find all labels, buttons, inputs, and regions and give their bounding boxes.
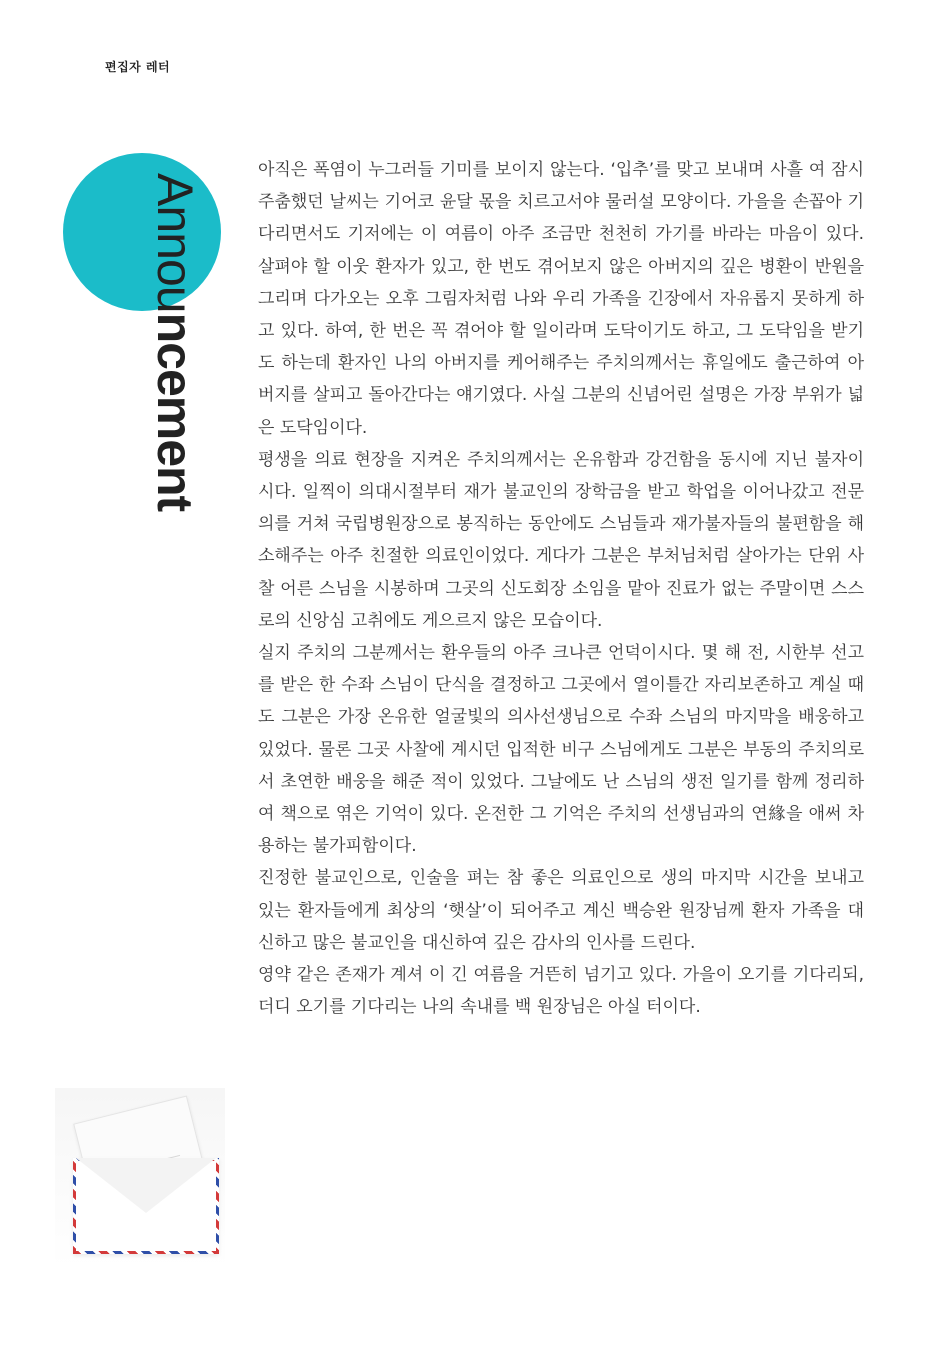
paragraph-5: 영약 같은 존재가 계셔 이 긴 여름을 거뜬히 넘기고 있다. 가을이 오기를 기다리되, 더디 오기를 기다리는 나의 속내를 백 원장님은 아실 터이다. xyxy=(258,965,864,1018)
envelope-flap xyxy=(76,1158,216,1213)
section-label: 편집자 레터 xyxy=(105,60,171,74)
envelope-illustration xyxy=(55,1088,225,1268)
paragraph-2: 평생을 의료 현장을 지켜온 주치의께서는 온유함과 강건함을 동시에 지닌 불자이시다. 일찍이 의대시절부터 재가 불교인의 장학금을 받고 학업을 이어나갔고 전문의를 거쳐 국립병원장으로 봉직하는 동안에도 스님들과 재가불자들의 불편함을 해소해주는 아주 친절한 의료인이었다. 게다가 그분은 부처님처럼 살아가는 단위 사찰 어른 스님을 시봉하며 그곳의 신도회장 소임을 맡아 진료가 없는 주말이면 스스로의 신앙심 고취에도 게으르지 않은 모습이다. xyxy=(258,449,864,631)
paragraph-4: 진정한 불교인으로, 인술을 펴는 참 좋은 의료인으로 생의 마지막 시간을 보내고 있는 환자들에게 최상의 ‘햇살’이 되어주고 계신 백승완 원장님께 환자 가족을 대신하고 많은 불교인을 대신하여 깊은 감사의 인사를 드린다. xyxy=(258,868,864,953)
title-part-light: Annou xyxy=(147,173,203,313)
letter-body xyxy=(258,154,864,1023)
airmail-envelope xyxy=(73,1158,219,1254)
page-title xyxy=(145,173,205,553)
paragraph-1: 아직은 폭염이 누그러들 기미를 보이지 않는다. ‘입추’를 맞고 보내며 사흘 여 잠시 주춤했던 날씨는 기어코 윤달 몫을 치르고서야 물러설 모양이다. 가을을 손꼽아 기다리면서도 기저에는 이 여름이 아주 조금만 천천히 가기를 바라는 마음이 있다. 살펴야 할 이웃 환자가 있고, 한 번도 겪어보지 않은 아버지의 깊은 병환이 반원을 그리며 다가오는 오후 그림자처럼 나와 우리 가족을 긴장에서 자유롭지 못하게 하고 있다. 하여, 한 번은 꼭 겪어야 할 일이라며 도닥이기도 하고, 그 도닥임을 받기도 하는데 환자인 나의 아버지를 케어해주는 주치의께서는 휴일에도 출근하여 아버지를 살피고 돌아간다는 얘기였다. 사실 그분의 신념어린 설명은 가장 부위가 넓은 도닥임이다. xyxy=(258,160,864,438)
paragraph-3: 실지 주치의 그분께서는 환우들의 아주 크나큰 언덕이시다. 몇 해 전, 시한부 선고를 받은 한 수좌 스님이 단식을 결정하고 그곳에서 열이틀간 자리보존하고 계실 때도 그분은 가장 온유한 얼굴빛의 의사선생님으로 수좌 스님의 마지막을 배웅하고 있었다. 물론 그곳 사찰에 계시던 입적한 비구 스님에게도 그분은 부동의 주치의로서 초연한 배웅을 해준 적이 있었다. 그날에도 난 스님의 생전 일기를 함께 정리하여 책으로 엮은 기억이 있다. 온전한 그 기억은 주치의 선생님과의 연緣을 애써 차용하는 불가피함이다. xyxy=(258,643,864,857)
title-part-bold: ncement xyxy=(147,312,203,512)
